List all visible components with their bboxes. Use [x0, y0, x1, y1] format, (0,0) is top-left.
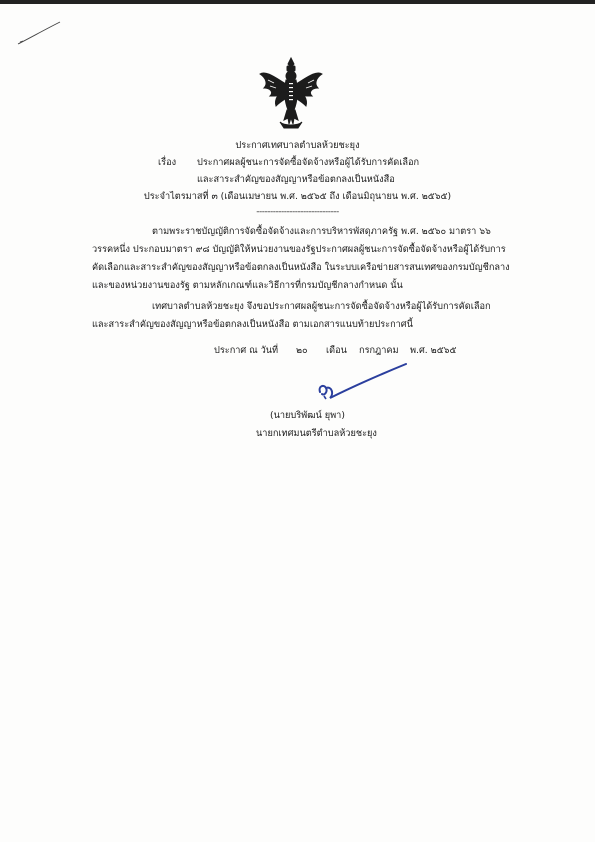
- garuda-emblem-icon: [258, 56, 324, 130]
- announce-month: กรกฎาคม: [359, 345, 399, 356]
- announce-month-label: เดือน: [326, 345, 347, 356]
- handwritten-signature: [302, 356, 412, 404]
- paragraph-2-line-2: และสาระสำคัญของสัญญาหรือข้อตกลงเป็นหนังสือ ตามเอกสารแนบท้ายประกาศนี้: [92, 319, 413, 330]
- paragraph-1-line-2: วรรคหนึ่ง ประกอบมาตรา ๙๘ บัญญัติให้หน่วยงานของรัฐประกาศผลผู้ชนะการจัดซื้อจัดจ้างหรือผู้ได้รับการ: [92, 244, 506, 255]
- paragraph-1-line-1: ตามพระราชบัญญัติการจัดซื้อจัดจ้างและการบริหารพัสดุภาครัฐ พ.ศ. ๒๕๖๐ มาตรา ๖๖: [152, 226, 491, 237]
- subject-label: เรื่อง: [158, 157, 177, 168]
- paragraph-2-line-1: เทศบาลตำบลห้วยชะยุง จึงขอประกาศผลผู้ชนะการจัดซื้อจัดจ้างหรือผู้ได้รับการคัดเลือก: [152, 301, 491, 312]
- signatory-name: (นายบริพัฒน์ ยุพา): [270, 410, 345, 421]
- announce-date-label: ประกาศ ณ วันที่: [214, 345, 279, 356]
- announcement-title: ประกาศเทศบาลตำบลห้วยชะยุง: [235, 140, 360, 151]
- subject-line-1: ประกาศผลผู้ชนะการจัดซื้อจัดจ้างหรือผู้ได้รับการคัดเลือก: [197, 157, 420, 168]
- paragraph-1-line-3: คัดเลือกและสาระสำคัญของสัญญาหรือข้อตกลงเป็นหนังสือ ในระบบเครือข่ายสารสนเทศของกรมบัญชีกลาง: [92, 262, 510, 273]
- announce-year: พ.ศ. ๒๕๖๕: [410, 345, 457, 356]
- scan-top-edge: [0, 0, 595, 4]
- announce-day: ๒๐: [296, 345, 308, 356]
- signatory-position: นายกเทศมนตรีตำบลห้วยชะยุง: [256, 428, 377, 439]
- subject-line-2: และสาระสำคัญของสัญญาหรือข้อตกลงเป็นหนังสือ: [197, 174, 395, 185]
- section-divider: ------------------------------: [256, 207, 339, 217]
- paragraph-1-line-4: และของหน่วยงานของรัฐ ตามหลักเกณฑ์และวิธีการที่กรมบัญชีกลางกำหนด นั้น: [92, 280, 403, 291]
- reporting-period: ประจำไตรมาสที่ ๓ (เดือนเมษายน พ.ศ. ๒๕๖๕ ถึง เดือนมิถุนายน พ.ศ. ๒๕๖๕): [143, 191, 452, 202]
- pen-mark: [14, 20, 64, 50]
